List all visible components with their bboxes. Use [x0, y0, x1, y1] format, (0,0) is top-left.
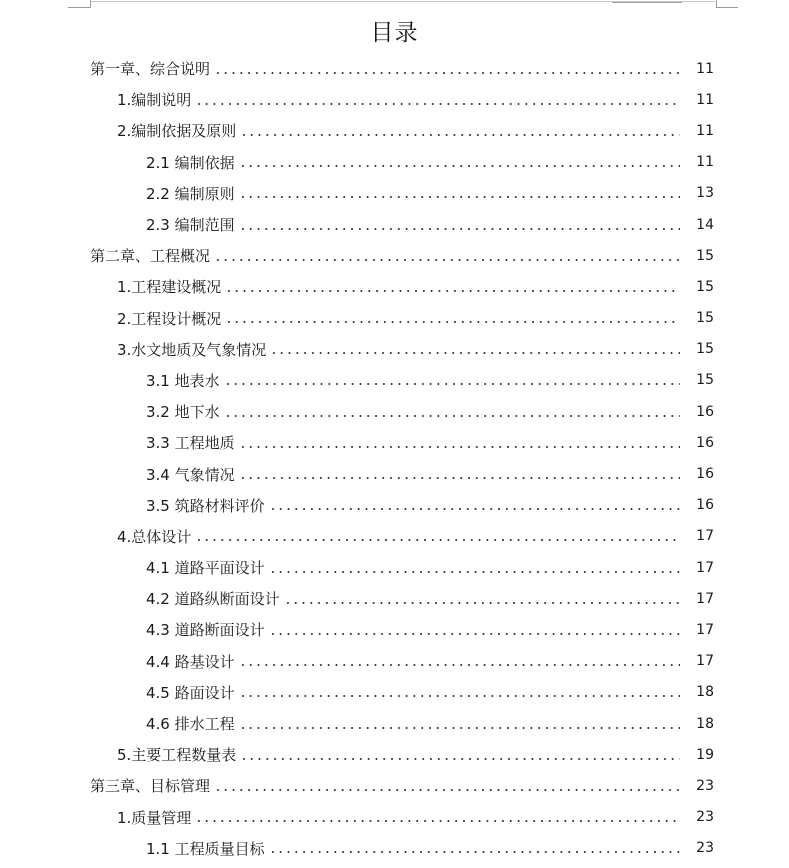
toc-entry-page-number: 17 [696, 559, 714, 576]
toc-dot-leader [269, 851, 680, 853]
toc-entry-page-number: 17 [696, 621, 714, 638]
toc-entry-page-number: 16 [696, 497, 714, 514]
toc-entry[interactable] [0, 240, 789, 271]
toc-entry-page-number: 16 [696, 466, 714, 483]
toc-dot-leader [239, 165, 680, 167]
toc-entry[interactable] [0, 458, 789, 489]
toc-entry-label: 3.4 气象情况 [146, 465, 235, 484]
toc-dot-leader [239, 695, 680, 697]
toc-entry[interactable] [0, 84, 789, 115]
toc-entry-page-number: 23 [696, 809, 714, 826]
toc-entry-label: 3.5 筑路材料评价 [146, 496, 265, 515]
toc-entry-page-number: 16 [696, 434, 714, 451]
toc-entry-page-number: 11 [696, 122, 714, 139]
toc-entry-page-number: 18 [696, 684, 714, 701]
toc-entry-label: 4.2 道路纵断面设计 [146, 590, 280, 609]
toc-entry-label: 2.2 编制原则 [146, 184, 235, 203]
crop-mark-right-vertical [716, 0, 717, 8]
toc-entry[interactable] [0, 490, 789, 521]
toc-dot-leader [270, 352, 680, 354]
toc-entry[interactable] [0, 521, 789, 552]
toc-dot-leader [239, 727, 680, 729]
toc-entry-label: 第二章、工程概况 [90, 247, 211, 266]
toc-entry-page-number: 23 [696, 840, 714, 857]
toc-entry[interactable] [0, 770, 789, 801]
toc-entry-label: 第一章、综合说明 [90, 60, 211, 79]
crop-mark-left-horizontal [68, 7, 90, 8]
toc-entry-page-number: 15 [696, 372, 714, 389]
toc-entry[interactable] [0, 178, 789, 209]
toc-list [0, 53, 789, 864]
toc-entry-label: 1.质量管理 [117, 808, 192, 827]
toc-entry[interactable] [0, 334, 789, 365]
toc-entry-label: 2.工程设计概况 [117, 309, 222, 328]
toc-entry-page-number: 16 [696, 403, 714, 420]
crop-mark-left-vertical [90, 0, 91, 8]
toc-entry-page-number: 17 [696, 528, 714, 545]
toc-entry[interactable] [0, 303, 789, 334]
toc-entry[interactable] [0, 115, 789, 146]
toc-entry[interactable] [0, 53, 789, 84]
toc-dot-leader [239, 477, 680, 479]
toc-entry-label: 3.3 工程地质 [146, 434, 235, 453]
toc-entry-label: 2.1 编制依据 [146, 153, 235, 172]
toc-dot-leader [239, 196, 680, 198]
toc-entry-label: 2.3 编制范围 [146, 216, 235, 235]
toc-dot-leader [195, 539, 680, 541]
toc-entry-label: 4.1 道路平面设计 [146, 559, 265, 578]
toc-entry-label: 1.工程建设概况 [117, 278, 222, 297]
toc-dot-leader [195, 820, 680, 822]
toc-dot-leader [240, 758, 680, 760]
toc-entry[interactable] [0, 708, 789, 739]
toc-entry[interactable] [0, 147, 789, 178]
toc-dot-leader [239, 228, 680, 230]
toc-entry[interactable] [0, 583, 789, 614]
toc-dot-leader [224, 415, 680, 417]
toc-dot-leader [214, 789, 680, 791]
toc-entry-page-number: 15 [696, 341, 714, 358]
page-header-fragment [612, 0, 682, 3]
toc-entry[interactable] [0, 271, 789, 302]
toc-entry-page-number: 23 [696, 777, 714, 794]
toc-entry[interactable] [0, 552, 789, 583]
toc-entry[interactable] [0, 427, 789, 458]
toc-dot-leader [240, 134, 680, 136]
toc-dot-leader [225, 321, 680, 323]
toc-entry-page-number: 11 [696, 91, 714, 108]
toc-entry-label: 4.5 路面设计 [146, 683, 235, 702]
toc-dot-leader [239, 664, 680, 666]
toc-entry-label: 4.4 路基设计 [146, 652, 235, 671]
toc-dot-leader [239, 446, 680, 448]
toc-entry[interactable] [0, 833, 789, 864]
toc-dot-leader [214, 259, 680, 261]
toc-entry[interactable] [0, 365, 789, 396]
toc-title: 目录 [370, 20, 419, 46]
toc-entry-page-number: 13 [696, 185, 714, 202]
toc-entry-label: 2.编制依据及原则 [117, 122, 237, 141]
toc-entry-page-number: 14 [696, 216, 714, 233]
toc-entry-page-number: 19 [696, 746, 714, 763]
toc-entry[interactable] [0, 209, 789, 240]
toc-entry-page-number: 11 [696, 154, 714, 171]
toc-dot-leader [284, 602, 680, 604]
toc-entry-label: 4.6 排水工程 [146, 715, 235, 734]
toc-entry-label: 3.2 地下水 [146, 403, 220, 422]
toc-entry-label: 1.1 工程质量目标 [146, 839, 265, 858]
toc-dot-leader [225, 290, 680, 292]
crop-mark-right-horizontal [716, 7, 738, 8]
toc-entry[interactable] [0, 646, 789, 677]
toc-entry-page-number: 17 [696, 590, 714, 607]
toc-entry-page-number: 18 [696, 715, 714, 732]
toc-entry-page-number: 17 [696, 653, 714, 670]
toc-entry-label: 5.主要工程数量表 [117, 746, 237, 765]
toc-dot-leader [269, 508, 680, 510]
toc-entry-label: 3.1 地表水 [146, 371, 220, 390]
toc-entry-label: 1.编制说明 [117, 91, 192, 110]
toc-entry-label: 第三章、目标管理 [90, 777, 211, 796]
toc-dot-leader [269, 633, 680, 635]
toc-entry-page-number: 15 [696, 247, 714, 264]
toc-entry-page-number: 11 [696, 60, 714, 77]
toc-entry-page-number: 15 [696, 278, 714, 295]
toc-dot-leader [214, 72, 680, 74]
toc-dot-leader [269, 571, 680, 573]
toc-entry-label: 4.3 道路断面设计 [146, 621, 265, 640]
toc-dot-leader [195, 103, 680, 105]
toc-entry-page-number: 15 [696, 310, 714, 327]
toc-entry[interactable] [0, 677, 789, 708]
toc-entry[interactable] [0, 614, 789, 645]
toc-entry[interactable] [0, 802, 789, 833]
toc-dot-leader [224, 383, 680, 385]
toc-entry-label: 3.水文地质及气象情况 [117, 340, 267, 359]
toc-entry-label: 4.总体设计 [117, 527, 192, 546]
toc-entry[interactable] [0, 739, 789, 770]
toc-entry[interactable] [0, 396, 789, 427]
